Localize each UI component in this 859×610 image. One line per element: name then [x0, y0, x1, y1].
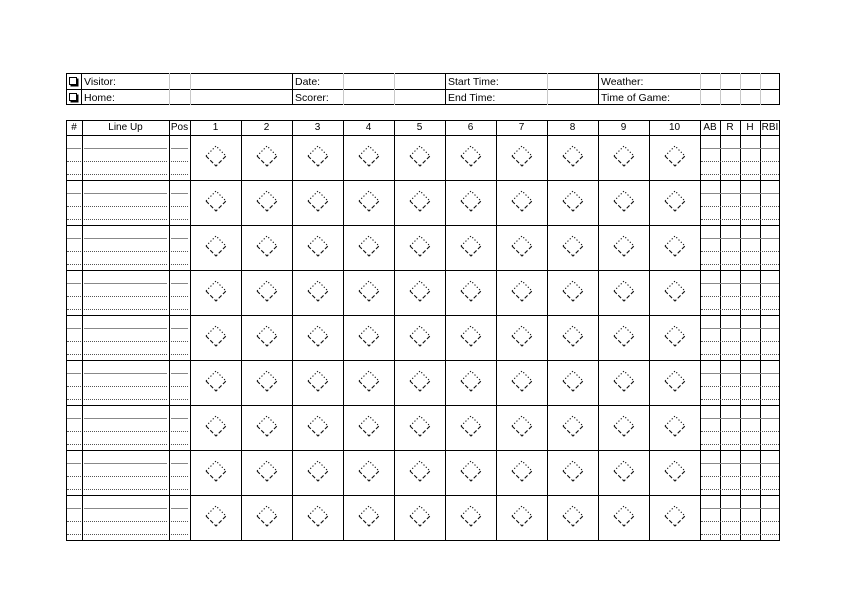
- number-entry-line[interactable]: [67, 534, 81, 535]
- number-entry-line[interactable]: [67, 161, 81, 162]
- baseball-diamond-icon[interactable]: [560, 368, 586, 394]
- inning-header-5: 5: [416, 122, 423, 133]
- baseball-diamond-icon[interactable]: [458, 278, 484, 304]
- row-divider: [66, 450, 780, 451]
- row-divider: [66, 270, 780, 271]
- column-divider: [760, 120, 761, 541]
- number-entry-line[interactable]: [67, 174, 81, 175]
- scorer-label: Scorer:: [295, 92, 329, 104]
- game-info-header: [66, 73, 780, 105]
- baseball-diamond-icon[interactable]: [356, 503, 382, 529]
- baseball-diamond-icon[interactable]: [611, 503, 637, 529]
- baseball-diamond-icon[interactable]: [509, 188, 535, 214]
- position-entry-line[interactable]: [171, 399, 188, 400]
- number-entry-line[interactable]: [67, 399, 81, 400]
- position-entry-line[interactable]: [171, 508, 188, 509]
- column-divider: [241, 120, 242, 541]
- inning-header-9: 9: [620, 122, 627, 133]
- baseball-diamond-icon[interactable]: [254, 413, 280, 439]
- stat-header-h: H: [746, 122, 754, 133]
- stat-header-ab: AB: [703, 122, 717, 133]
- scorecard-grid: [66, 120, 780, 541]
- baseball-diamond-icon[interactable]: [509, 323, 535, 349]
- stat-header-rbi: RBI: [761, 122, 779, 133]
- baseball-diamond-icon[interactable]: [407, 323, 433, 349]
- position-entry-line[interactable]: [171, 354, 188, 355]
- stats-entry-line[interactable]: [701, 341, 779, 342]
- position-entry-line[interactable]: [171, 161, 188, 162]
- lineup-entry-line[interactable]: [84, 444, 167, 445]
- number-entry-line[interactable]: [67, 508, 81, 509]
- visitor-label: Visitor:: [84, 76, 116, 88]
- home-label: Home:: [84, 92, 115, 104]
- position-entry-line[interactable]: [171, 431, 188, 432]
- baseball-diamond-icon[interactable]: [305, 188, 331, 214]
- baseball-diamond-icon[interactable]: [662, 503, 688, 529]
- position-entry-line[interactable]: [171, 341, 188, 342]
- baseball-diamond-icon[interactable]: [611, 368, 637, 394]
- column-divider: [779, 120, 780, 541]
- baseball-diamond-icon[interactable]: [254, 143, 280, 169]
- number-entry-line[interactable]: [67, 264, 81, 265]
- baseball-diamond-icon[interactable]: [356, 188, 382, 214]
- stats-entry-line[interactable]: [701, 238, 779, 239]
- lineup-entry-line[interactable]: [84, 264, 167, 265]
- number-entry-line[interactable]: [67, 521, 81, 522]
- number-entry-line[interactable]: [67, 476, 81, 477]
- position-entry-line[interactable]: [171, 521, 188, 522]
- baseball-diamond-icon[interactable]: [509, 458, 535, 484]
- column-divider: [547, 120, 548, 541]
- number-entry-line[interactable]: [67, 206, 81, 207]
- inning-header-10: 10: [668, 122, 681, 133]
- lineup-entry-line[interactable]: [84, 238, 167, 239]
- column-divider: [720, 120, 721, 541]
- baseball-diamond-icon[interactable]: [305, 143, 331, 169]
- position-entry-line[interactable]: [171, 206, 188, 207]
- number-entry-line[interactable]: [67, 386, 81, 387]
- column-divider: [169, 120, 170, 541]
- stats-entry-line[interactable]: [701, 521, 779, 522]
- baseball-diamond-icon[interactable]: [611, 323, 637, 349]
- baseball-diamond-icon[interactable]: [458, 458, 484, 484]
- baseball-diamond-icon[interactable]: [305, 458, 331, 484]
- position-entry-line[interactable]: [171, 489, 188, 490]
- stats-entry-line[interactable]: [701, 161, 779, 162]
- baseball-diamond-icon[interactable]: [458, 413, 484, 439]
- baseball-diamond-icon[interactable]: [458, 503, 484, 529]
- baseball-diamond-icon[interactable]: [254, 323, 280, 349]
- baseball-diamond-icon[interactable]: [305, 233, 331, 259]
- stats-entry-line[interactable]: [701, 508, 779, 509]
- column-divider: [496, 120, 497, 541]
- position-entry-line[interactable]: [171, 418, 188, 419]
- baseball-diamond-icon[interactable]: [305, 323, 331, 349]
- row-divider: [66, 540, 780, 541]
- lineup-entry-line[interactable]: [84, 174, 167, 175]
- position-entry-line[interactable]: [171, 238, 188, 239]
- grid-header-divider: [66, 135, 780, 136]
- column-divider: [343, 120, 344, 541]
- baseball-diamond-icon[interactable]: [509, 143, 535, 169]
- row-divider: [66, 180, 780, 181]
- position-entry-line[interactable]: [171, 174, 188, 175]
- stats-entry-line[interactable]: [701, 174, 779, 175]
- baseball-diamond-icon[interactable]: [356, 143, 382, 169]
- number-entry-line[interactable]: [67, 341, 81, 342]
- inning-header-2: 2: [263, 122, 270, 133]
- baseball-diamond-icon[interactable]: [407, 233, 433, 259]
- number-entry-line[interactable]: [67, 418, 81, 419]
- baseball-diamond-icon[interactable]: [509, 413, 535, 439]
- lineup-entry-line[interactable]: [84, 354, 167, 355]
- lineup-entry-line[interactable]: [84, 463, 167, 464]
- baseball-diamond-icon[interactable]: [407, 143, 433, 169]
- baseball-diamond-icon[interactable]: [662, 413, 688, 439]
- position-entry-line[interactable]: [171, 386, 188, 387]
- baseball-diamond-icon[interactable]: [203, 368, 229, 394]
- lineup-entry-line[interactable]: [84, 341, 167, 342]
- stats-entry-line[interactable]: [701, 219, 779, 220]
- lineup-entry-line[interactable]: [84, 386, 167, 387]
- row-divider: [66, 495, 780, 496]
- position-entry-line[interactable]: [171, 251, 188, 252]
- lineup-entry-line[interactable]: [84, 521, 167, 522]
- lineup-entry-line[interactable]: [84, 219, 167, 220]
- number-entry-line[interactable]: [67, 431, 81, 432]
- baseball-diamond-icon[interactable]: [662, 458, 688, 484]
- baseball-diamond-icon[interactable]: [254, 188, 280, 214]
- stats-entry-line[interactable]: [701, 418, 779, 419]
- baseball-diamond-icon[interactable]: [254, 503, 280, 529]
- column-divider: [740, 120, 741, 541]
- lineup-entry-line[interactable]: [84, 283, 167, 284]
- stats-entry-line[interactable]: [701, 534, 779, 535]
- position-entry-line[interactable]: [171, 534, 188, 535]
- inning-header-4: 4: [365, 122, 372, 133]
- position-entry-line[interactable]: [171, 309, 188, 310]
- position-entry-line[interactable]: [171, 148, 188, 149]
- number-entry-line[interactable]: [67, 373, 81, 374]
- stats-entry-line[interactable]: [701, 309, 779, 310]
- stats-entry-line[interactable]: [701, 148, 779, 149]
- row-divider: [66, 405, 780, 406]
- lineup-entry-line[interactable]: [84, 476, 167, 477]
- lineup-entry-line[interactable]: [84, 399, 167, 400]
- inning-header-3: 3: [314, 122, 321, 133]
- baseball-diamond-icon[interactable]: [407, 503, 433, 529]
- baseball-diamond-icon[interactable]: [254, 278, 280, 304]
- stats-entry-line[interactable]: [701, 489, 779, 490]
- stats-entry-line[interactable]: [701, 399, 779, 400]
- inning-header-1: 1: [212, 122, 219, 133]
- lineup-column-header: Line Up: [108, 122, 143, 133]
- number-entry-line[interactable]: [67, 463, 81, 464]
- baseball-diamond-icon[interactable]: [458, 188, 484, 214]
- baseball-diamond-icon[interactable]: [560, 323, 586, 349]
- baseball-diamond-icon[interactable]: [458, 233, 484, 259]
- baseball-diamond-icon[interactable]: [356, 413, 382, 439]
- lineup-entry-line[interactable]: [84, 489, 167, 490]
- lineup-entry-line[interactable]: [84, 373, 167, 374]
- lineup-entry-line[interactable]: [84, 161, 167, 162]
- baseball-diamond-icon[interactable]: [560, 278, 586, 304]
- number-entry-line[interactable]: [67, 251, 81, 252]
- date-label: Date:: [295, 76, 321, 88]
- baseball-diamond-icon[interactable]: [560, 143, 586, 169]
- inning-header-7: 7: [518, 122, 525, 133]
- baseball-diamond-icon[interactable]: [203, 143, 229, 169]
- column-divider: [445, 120, 446, 541]
- position-entry-line[interactable]: [171, 193, 188, 194]
- column-divider: [82, 120, 83, 541]
- position-entry-line[interactable]: [171, 444, 188, 445]
- baseball-diamond-icon[interactable]: [203, 503, 229, 529]
- number-entry-line[interactable]: [67, 219, 81, 220]
- column-divider: [598, 120, 599, 541]
- lineup-entry-line[interactable]: [84, 296, 167, 297]
- baseball-diamond-icon[interactable]: [305, 503, 331, 529]
- number-entry-line[interactable]: [67, 238, 81, 239]
- weather-label: Weather:: [601, 76, 644, 88]
- baseball-diamond-icon[interactable]: [458, 143, 484, 169]
- baseball-diamond-icon[interactable]: [662, 188, 688, 214]
- stats-entry-line[interactable]: [701, 193, 779, 194]
- baseball-diamond-icon[interactable]: [662, 323, 688, 349]
- position-entry-line[interactable]: [171, 463, 188, 464]
- lineup-entry-line[interactable]: [84, 193, 167, 194]
- baseball-diamond-icon[interactable]: [560, 413, 586, 439]
- baseball-diamond-icon[interactable]: [356, 368, 382, 394]
- baseball-diamond-icon[interactable]: [509, 278, 535, 304]
- baseball-diamond-icon[interactable]: [560, 458, 586, 484]
- number-entry-line[interactable]: [67, 193, 81, 194]
- stats-entry-line[interactable]: [701, 444, 779, 445]
- baseball-diamond-icon[interactable]: [509, 233, 535, 259]
- stats-entry-line[interactable]: [701, 283, 779, 284]
- lineup-entry-line[interactable]: [84, 251, 167, 252]
- column-divider: [700, 120, 701, 541]
- row-divider: [66, 315, 780, 316]
- baseball-diamond-icon[interactable]: [356, 323, 382, 349]
- baseball-diamond-icon[interactable]: [305, 368, 331, 394]
- lineup-entry-line[interactable]: [84, 508, 167, 509]
- baseball-diamond-icon[interactable]: [203, 233, 229, 259]
- column-divider: [190, 120, 191, 541]
- position-column-header: Pos: [170, 122, 189, 133]
- lineup-entry-line[interactable]: [84, 309, 167, 310]
- stats-entry-line[interactable]: [701, 463, 779, 464]
- column-divider: [292, 120, 293, 541]
- lineup-entry-line[interactable]: [84, 328, 167, 329]
- number-entry-line[interactable]: [67, 489, 81, 490]
- baseball-diamond-icon[interactable]: [509, 368, 535, 394]
- baseball-diamond-icon[interactable]: [407, 278, 433, 304]
- stats-entry-line[interactable]: [701, 476, 779, 477]
- lineup-entry-line[interactable]: [84, 431, 167, 432]
- baseball-diamond-icon[interactable]: [356, 233, 382, 259]
- stats-entry-line[interactable]: [701, 206, 779, 207]
- baseball-diamond-icon[interactable]: [203, 278, 229, 304]
- stats-entry-line[interactable]: [701, 264, 779, 265]
- position-entry-line[interactable]: [171, 328, 188, 329]
- stats-entry-line[interactable]: [701, 431, 779, 432]
- baseball-diamond-icon[interactable]: [611, 458, 637, 484]
- number-column-header: #: [71, 122, 77, 133]
- baseball-diamond-icon[interactable]: [458, 323, 484, 349]
- baseball-diamond-icon[interactable]: [611, 143, 637, 169]
- stats-entry-line[interactable]: [701, 296, 779, 297]
- position-entry-line[interactable]: [171, 373, 188, 374]
- baseball-diamond-icon[interactable]: [611, 278, 637, 304]
- baseball-diamond-icon[interactable]: [611, 233, 637, 259]
- position-entry-line[interactable]: [171, 283, 188, 284]
- baseball-diamond-icon[interactable]: [305, 413, 331, 439]
- number-entry-line[interactable]: [67, 328, 81, 329]
- inning-header-6: 6: [467, 122, 474, 133]
- baseball-diamond-icon[interactable]: [611, 413, 637, 439]
- home-checkbox-icon[interactable]: [69, 93, 77, 101]
- stats-entry-line[interactable]: [701, 373, 779, 374]
- baseball-diamond-icon[interactable]: [254, 458, 280, 484]
- lineup-entry-line[interactable]: [84, 148, 167, 149]
- baseball-diamond-icon[interactable]: [662, 143, 688, 169]
- stats-entry-line[interactable]: [701, 386, 779, 387]
- stats-entry-line[interactable]: [701, 354, 779, 355]
- number-entry-line[interactable]: [67, 444, 81, 445]
- baseball-diamond-icon[interactable]: [203, 413, 229, 439]
- baseball-diamond-icon[interactable]: [203, 458, 229, 484]
- baseball-diamond-icon[interactable]: [407, 368, 433, 394]
- baseball-diamond-icon[interactable]: [560, 188, 586, 214]
- end-time-label: End Time:: [448, 92, 496, 104]
- baseball-diamond-icon[interactable]: [662, 278, 688, 304]
- number-entry-line[interactable]: [67, 354, 81, 355]
- row-divider: [66, 360, 780, 361]
- baseball-diamond-icon[interactable]: [662, 233, 688, 259]
- baseball-diamond-icon[interactable]: [203, 323, 229, 349]
- baseball-diamond-icon[interactable]: [254, 233, 280, 259]
- column-divider: [649, 120, 650, 541]
- number-entry-line[interactable]: [67, 296, 81, 297]
- baseball-diamond-icon[interactable]: [560, 233, 586, 259]
- baseball-diamond-icon[interactable]: [662, 368, 688, 394]
- baseball-diamond-icon[interactable]: [458, 368, 484, 394]
- baseball-diamond-icon[interactable]: [356, 458, 382, 484]
- position-entry-line[interactable]: [171, 219, 188, 220]
- row-divider: [66, 225, 780, 226]
- stats-entry-line[interactable]: [701, 328, 779, 329]
- number-entry-line[interactable]: [67, 283, 81, 284]
- number-entry-line[interactable]: [67, 309, 81, 310]
- position-entry-line[interactable]: [171, 264, 188, 265]
- baseball-diamond-icon[interactable]: [356, 278, 382, 304]
- baseball-diamond-icon[interactable]: [560, 503, 586, 529]
- time-of-game-label: Time of Game:: [601, 92, 671, 104]
- baseball-diamond-icon[interactable]: [407, 458, 433, 484]
- lineup-entry-line[interactable]: [84, 418, 167, 419]
- position-entry-line[interactable]: [171, 476, 188, 477]
- inning-header-8: 8: [569, 122, 576, 133]
- lineup-entry-line[interactable]: [84, 534, 167, 535]
- baseball-diamond-icon[interactable]: [407, 413, 433, 439]
- column-divider: [394, 120, 395, 541]
- position-entry-line[interactable]: [171, 296, 188, 297]
- baseball-diamond-icon[interactable]: [305, 278, 331, 304]
- start-time-label: Start Time:: [448, 76, 499, 88]
- lineup-entry-line[interactable]: [84, 206, 167, 207]
- column-divider: [66, 120, 67, 541]
- baseball-diamond-icon[interactable]: [203, 188, 229, 214]
- number-entry-line[interactable]: [67, 148, 81, 149]
- stat-header-r: R: [726, 122, 734, 133]
- baseball-diamond-icon[interactable]: [254, 368, 280, 394]
- baseball-diamond-icon[interactable]: [407, 188, 433, 214]
- stats-entry-line[interactable]: [701, 251, 779, 252]
- baseball-diamond-icon[interactable]: [509, 503, 535, 529]
- visitor-checkbox-icon[interactable]: [69, 77, 77, 85]
- baseball-diamond-icon[interactable]: [611, 188, 637, 214]
